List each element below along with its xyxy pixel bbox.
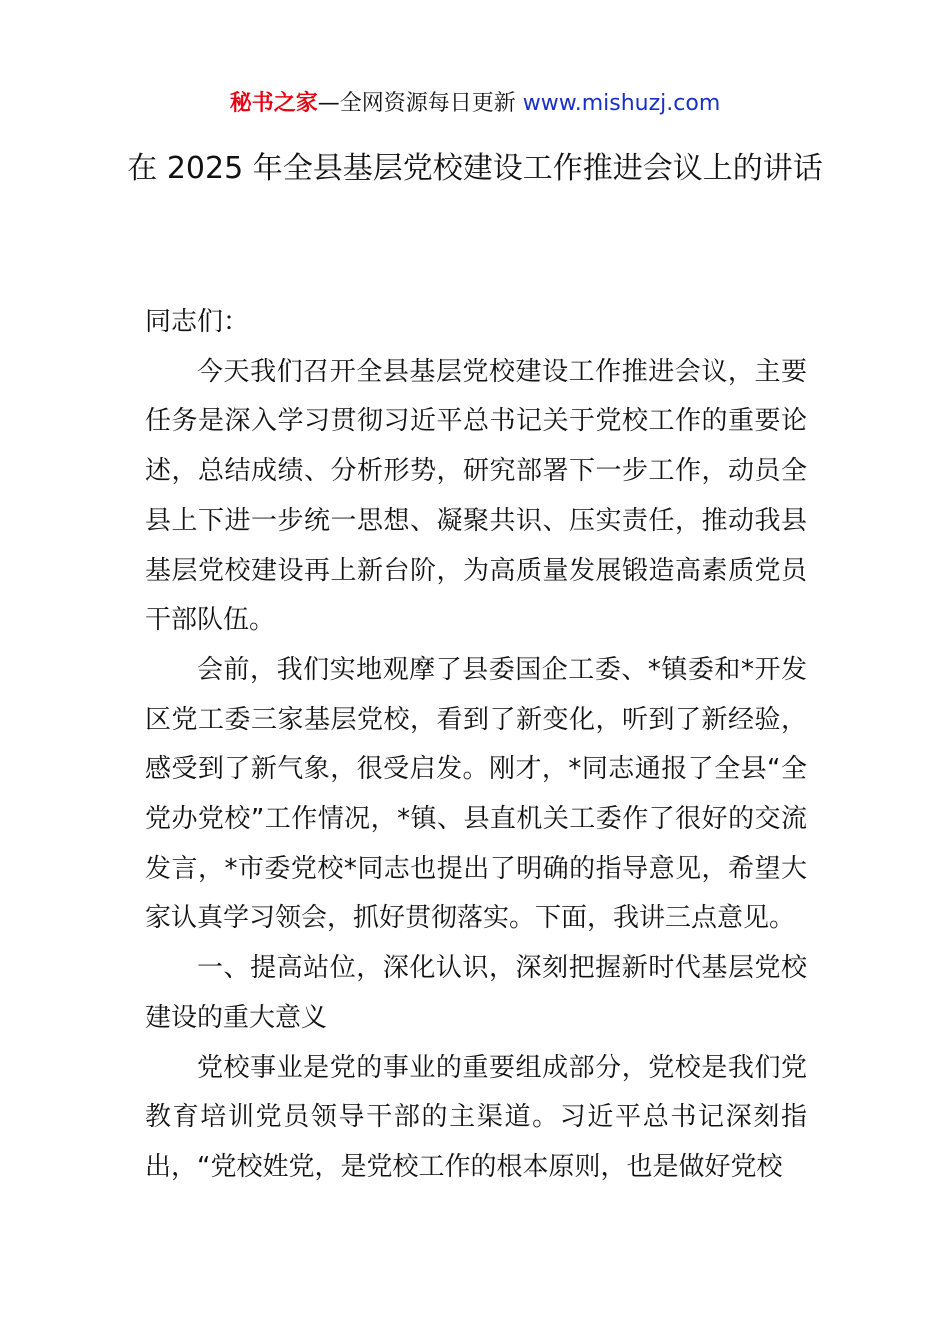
site-header [0,88,950,120]
document-title: 在 2025 年全县基层党校建设工作推进会议上的讲话 [127,151,823,186]
document-body [145,298,807,1193]
site-brand: 秘书之家 [229,91,318,116]
paragraph-3: 党校事业是党的事业的重要组成部分，党校是我们党教育培训党员领导干部的主渠道。习近平总书记深刻指出，“党校姓党，是党校工作的根本原则，也是做好党校 [145,1052,807,1182]
salutation: 同志们： [145,307,250,337]
section-heading-1: 一、提高站位，深化认识，深刻把握新时代基层党校建设的重大意义 [145,953,807,1033]
paragraph-2: 会前，我们实地观摩了县委国企工委、*镇委和*开发区党工委三家基层党校，看到了新变化，听到了新经验，感受到了新气象，很受启发。刚才，*同志通报了全县“全党办党校”工作情况，*镇、县直机关工委作了很好的交流发言，*市委党校*同志也提出了明确的指导意见，希望大家认真学习领会，抓好贯彻落实。下面，我讲三点意见。 [145,654,807,934]
paragraph-1: 今天我们召开全县基层党校建设工作推进会议，主要任务是深入学习贯彻习近平总书记关于党校工作的重要论述，总结成绩、分析形势，研究部署下一步工作，动员全县上下进一步统一思想、凝聚共识、压实责任，推动我县基层党校建设再上新台阶，为高质量发展锻造高素质党员干部队伍。 [145,356,807,636]
site-url[interactable]: www.mishuzj.com [522,91,721,116]
site-tagline: —全网资源每日更新 [317,91,516,116]
